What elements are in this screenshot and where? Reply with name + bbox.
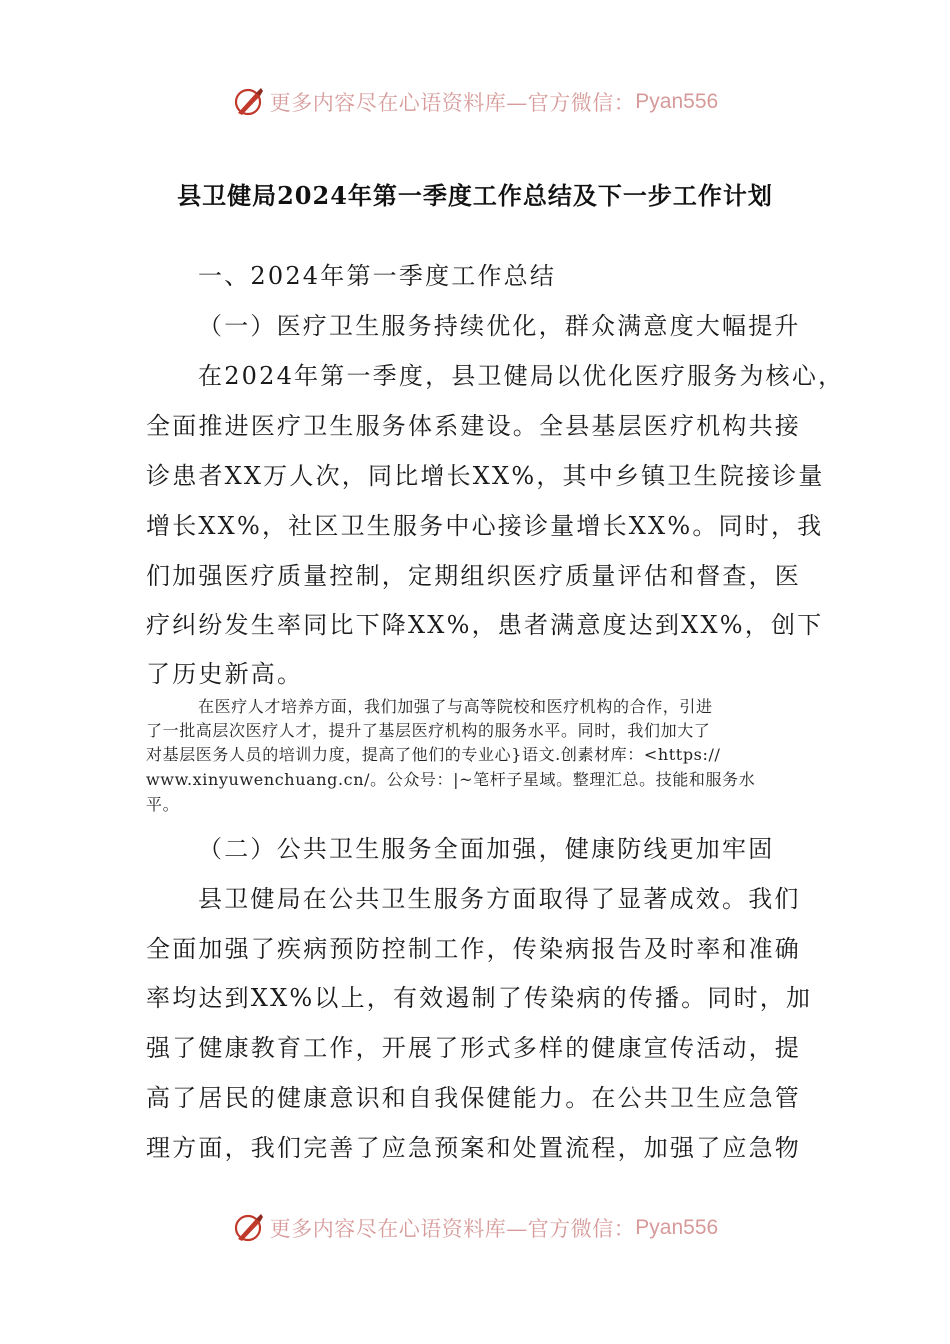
paragraph-line: 疗纠纷发生率同比下降XX%，患者满意度达到XX%，创下 bbox=[146, 611, 824, 639]
banner-wechat-id: Pyan556 bbox=[635, 1216, 719, 1239]
paragraph-line: 率均达到XX%以上，有效遏制了传染病的传播。同时，加 bbox=[146, 984, 813, 1012]
document-title: 县卫健局2024年第一季度工作总结及下一步工作计划 bbox=[177, 181, 773, 210]
banner-wechat-id: Pyan556 bbox=[635, 90, 719, 113]
paragraph-small-line: 在医疗人才培养方面，我们加强了与高等院校和医疗机构的合作，引进 bbox=[198, 697, 713, 716]
banner-text: 更多内容尽在心语资料库—官方微信： bbox=[269, 91, 636, 115]
header-banner bbox=[0, 82, 950, 122]
paragraph-line: 在2024年第一季度，县卫健局以优化医疗服务为核心， bbox=[198, 362, 845, 390]
paragraph-small-line: 对基层医务人员的培训力度，提高了他们的专业心}语文.创素材库：<https:// bbox=[146, 745, 721, 764]
paragraph-small-line: 了一批高层次医疗人才，提升了基层医疗机构的服务水平。同时，我们加大了 bbox=[146, 721, 711, 740]
paragraph-line: 高了居民的健康意识和自我保健能力。在公共卫生应急管 bbox=[146, 1084, 801, 1112]
section-heading: 一、2024年第一季度工作总结 bbox=[198, 262, 557, 290]
paragraph-line: 了历史新高。 bbox=[146, 660, 304, 688]
paragraph-small-line: 平。 bbox=[146, 795, 180, 814]
pen-circle-logo-icon bbox=[232, 1211, 266, 1245]
paragraph-line: 全面加强了疾病预防控制工作，传染病报告及时率和准确 bbox=[146, 935, 801, 963]
paragraph-line: 理方面，我们完善了应急预案和处置流程，加强了应急物 bbox=[146, 1134, 801, 1162]
paragraph-line: 县卫健局在公共卫生服务方面取得了显著成效。我们 bbox=[198, 885, 801, 913]
paragraph-line: 全面推进医疗卫生服务体系建设。全县基层医疗机构共接 bbox=[146, 412, 801, 440]
paragraph-line: 增长XX%，社区卫生服务中心接诊量增长XX%。同时，我 bbox=[146, 512, 824, 540]
subsection-heading: （二）公共卫生服务全面加强，健康防线更加牢固 bbox=[198, 835, 775, 863]
paragraph-line: 诊患者XX万人次，同比增长XX%，其中乡镇卫生院接诊量 bbox=[146, 462, 825, 490]
footer-banner bbox=[0, 1208, 950, 1248]
paragraph-line: 强了健康教育工作，开展了形式多样的健康宣传活动，提 bbox=[146, 1034, 801, 1062]
subsection-heading: （一）医疗卫生服务持续优化，群众满意度大幅提升 bbox=[198, 312, 801, 340]
paragraph-small-line: www.xinyuwenchuang.cn/。公众号：|~笔杆子星域。整理汇总。技能和服务水 bbox=[146, 770, 756, 789]
paragraph-line: 们加强医疗质量控制，定期组织医疗质量评估和督查，医 bbox=[146, 562, 801, 590]
banner-text: 更多内容尽在心语资料库—官方微信： bbox=[269, 1217, 636, 1241]
pen-circle-logo-icon bbox=[232, 85, 266, 119]
